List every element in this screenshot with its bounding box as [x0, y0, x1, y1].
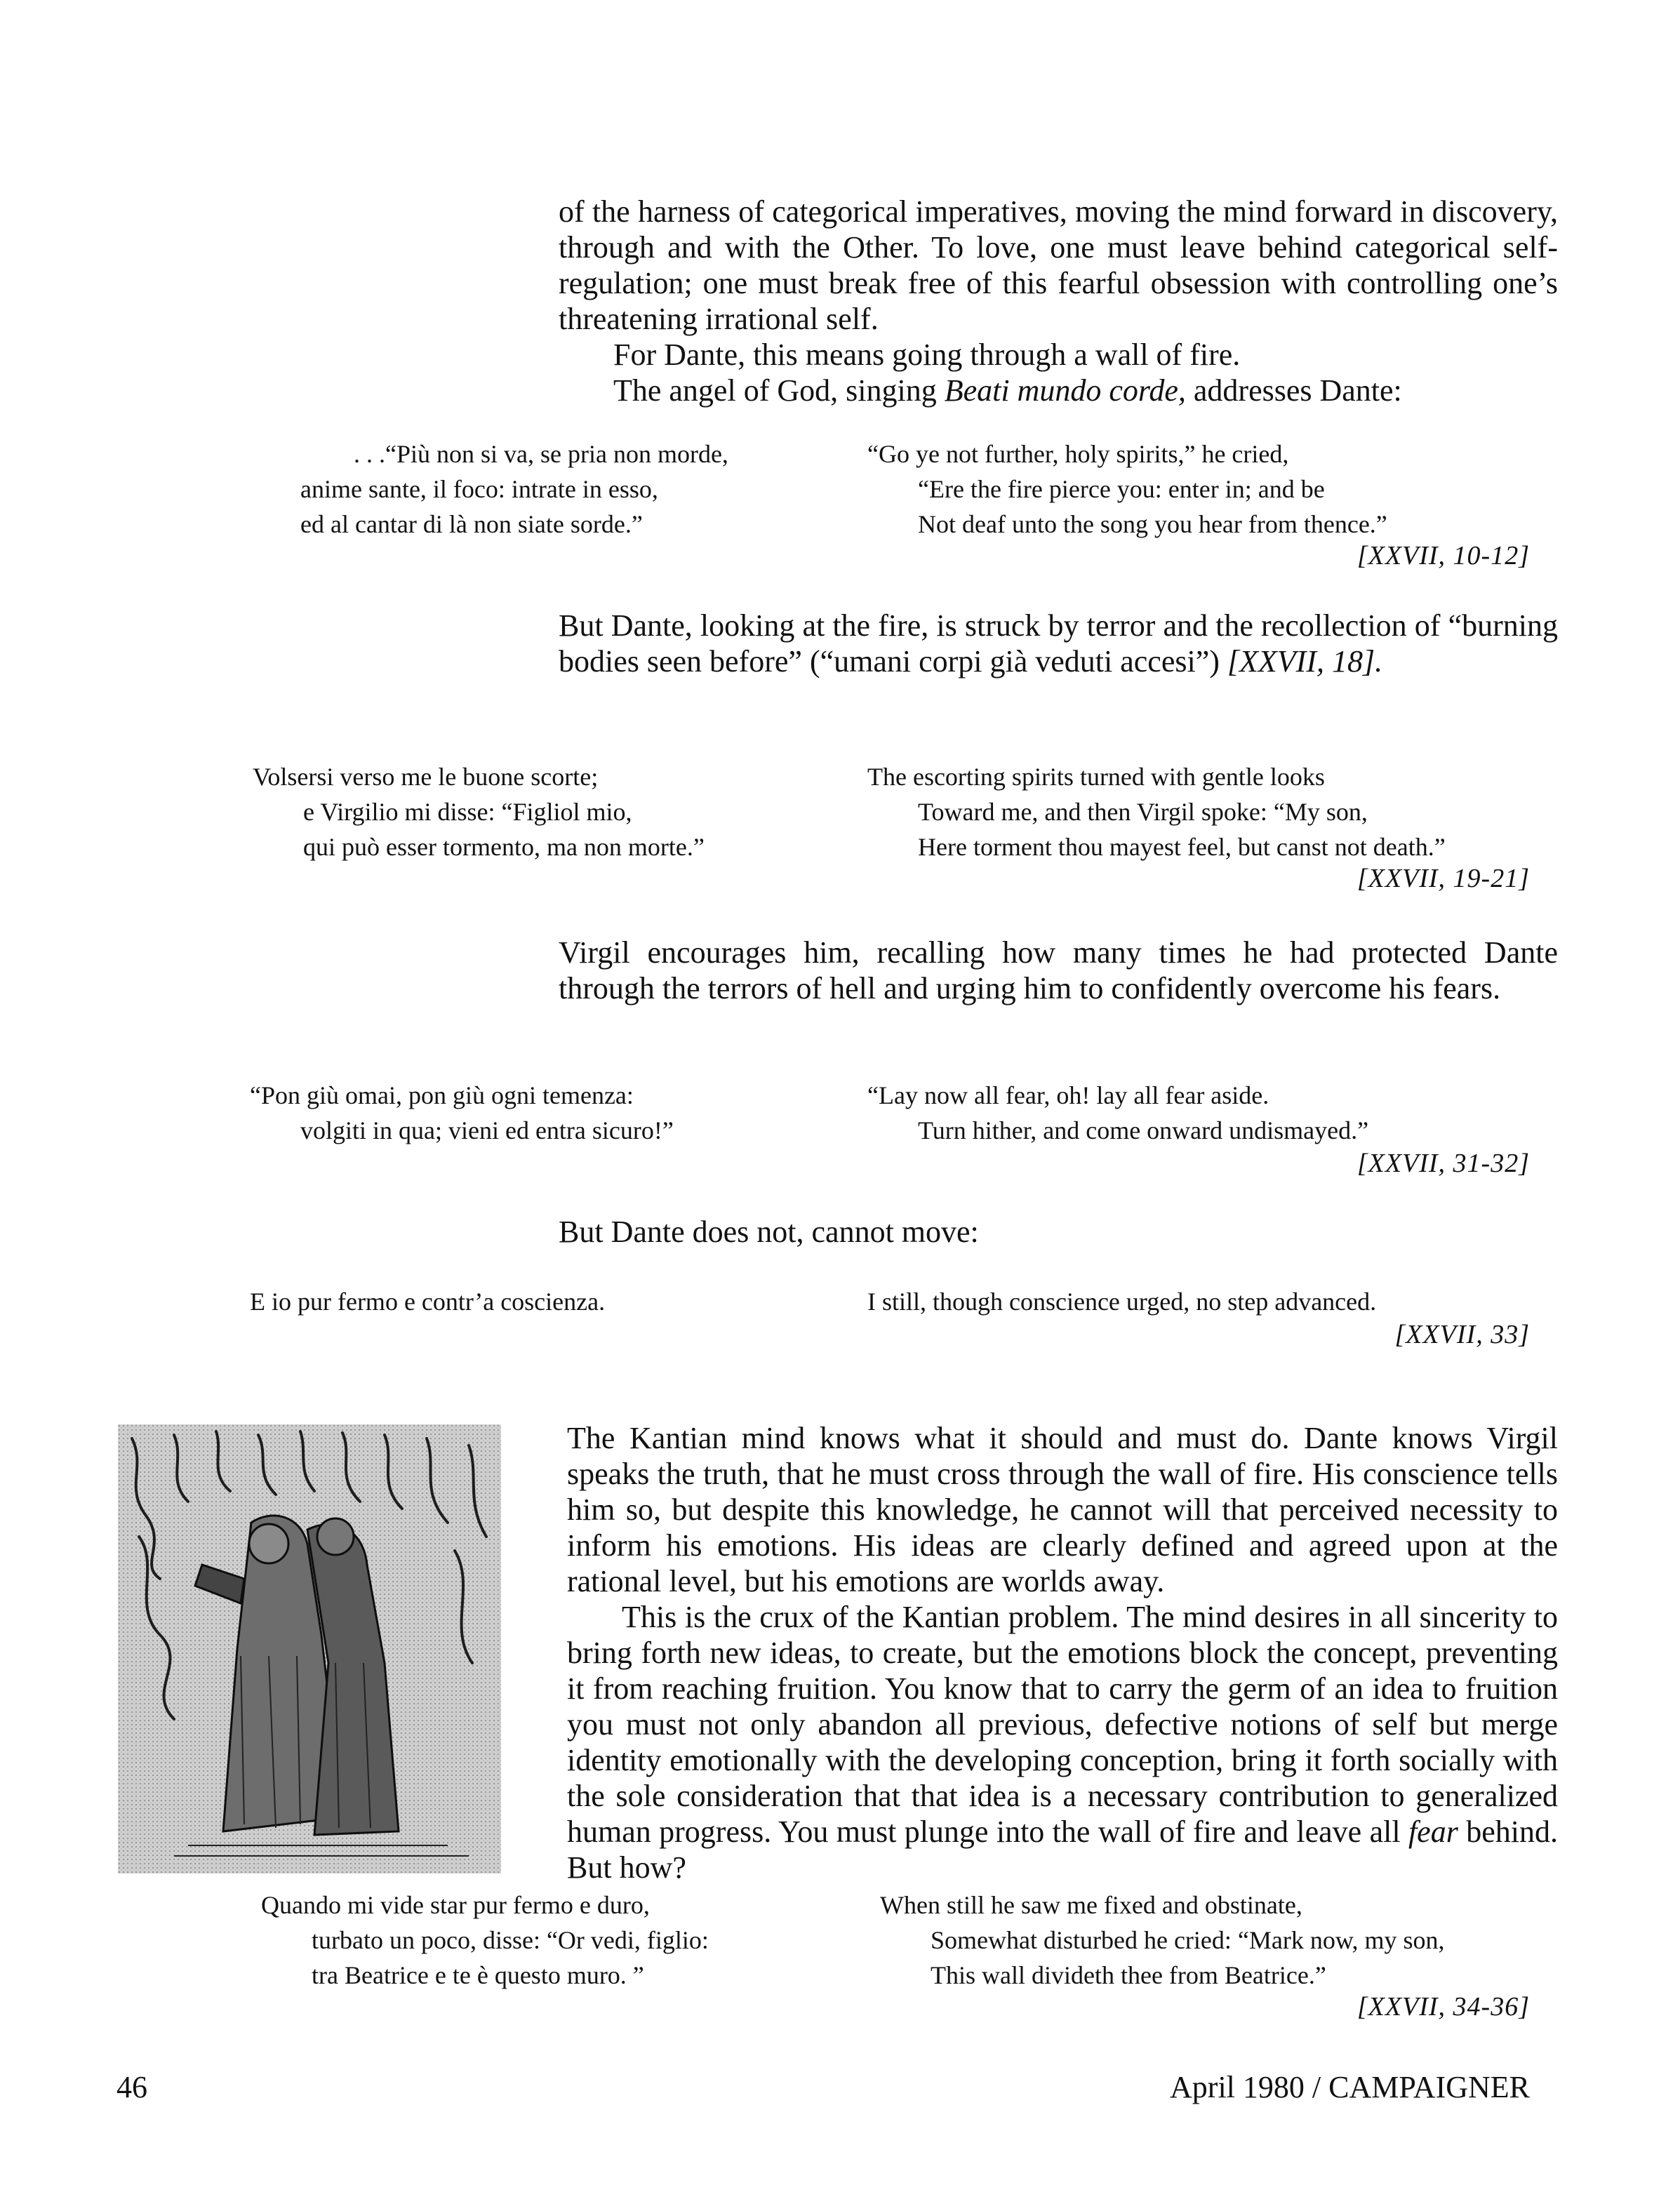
body-paragraph — [559, 935, 1558, 1006]
verse-english — [867, 759, 1446, 864]
verse-line: qui può esser tormento, ma non morte.” — [303, 833, 705, 861]
body-text: For Dante, this means going through a wall of fire. — [613, 338, 1241, 372]
verse-line: Volsersi verso me le buone scorte; — [253, 763, 599, 791]
canto-citation: [XXVII, 34-36] — [1356, 1992, 1530, 2022]
italic-run: fear — [1408, 1815, 1458, 1849]
verse-line: anime sante, il foco: intrate in esso, — [300, 475, 658, 503]
issue-label: April 1980 / CAMPAIGNER — [1170, 2070, 1530, 2104]
canto-citation: [XXVII, 19-21] — [1356, 864, 1530, 893]
verse-italian — [253, 759, 705, 864]
verse-line: Quando mi vide star pur fermo e duro, — [261, 1891, 650, 1919]
verse-english — [880, 1887, 1445, 1993]
verse-line: When still he saw me fixed and obstinate, — [880, 1891, 1302, 1919]
verse-italian — [250, 1284, 605, 1319]
verse-line: “Pon giù omai, pon giù ogni temenza: — [250, 1081, 634, 1109]
body-text: Virgil encourages him, recalling how many times he had protected Dante through the terrors of hell and urging him to confidently overcome his fears. — [559, 935, 1558, 1005]
canto-citation: [XXVII, 10-12] — [1356, 541, 1530, 570]
verse-line: Toward me, and then Virgil spoke: “My son, — [918, 798, 1368, 826]
text-run: behind. But how? — [567, 1815, 1558, 1885]
body-text: But Dante does not, cannot move: — [559, 1215, 979, 1249]
verse-italian — [261, 1887, 709, 1993]
dante-illustration — [118, 1424, 501, 1873]
verse-line: Here torment thou mayest feel, but canst not death.” — [918, 833, 1446, 861]
verse-line: “Lay now all fear, oh! lay all fear aside. — [867, 1081, 1269, 1109]
body-text: The Kantian mind knows what it should and must do. Dante knows Virgil speaks the truth, that he must cross through the wall of fire. His conscience tells him so, but despite this knowledge, he cannot will that perceived necessity to inform his emotions. His ideas are clearly defined and agreed upon at the rational level, but his emotions are worlds away. — [567, 1421, 1558, 1598]
text-run: This is the crux of the Kantian problem. The mind desires in all sincerity to bring forth new ideas, to create, but the emotions block the concept, preventing it from reaching fruition. You know that to carry the germ of an idea to fruition you must not only abandon all previous, defective notions of self but merge identity emotionally with the developing conception, bring it forth socially with the sole consideration that that idea is a necessary contribution to generalized human progress. You must plunge into the wall of fire and leave all — [567, 1600, 1558, 1849]
verse-line: “Go ye not further, holy spirits,” he cried, — [867, 440, 1289, 468]
text-run: addresses Dante: — [1185, 373, 1402, 408]
intro-paragraph — [559, 194, 1558, 408]
body-text — [559, 373, 1558, 408]
verse-english — [867, 1078, 1368, 1148]
verse-line: volgiti in qua; vieni ed entra sicuro!” — [300, 1116, 674, 1144]
verse-line: Somewhat disturbed he cried: “Mark now, my son, — [931, 1926, 1445, 1954]
italic-run: Beati mundo corde, — [944, 373, 1186, 408]
verse-line: This wall divideth thee from Beatrice.” — [931, 1961, 1326, 1989]
text-run: The angel of God, singing — [613, 373, 945, 408]
page-number: 46 — [116, 2070, 147, 2104]
verse-italian — [250, 1078, 674, 1148]
verse-english — [867, 1284, 1376, 1319]
verse-line: “Ere the fire pierce you: enter in; and be — [918, 475, 1325, 503]
verse-line: Not deaf unto the song you hear from thence.” — [918, 510, 1387, 538]
verse-line: turbato un poco, disse: “Or vedi, figlio: — [312, 1926, 709, 1954]
body-text — [559, 608, 1558, 679]
body-paragraph — [559, 1214, 1558, 1250]
verse-italian — [300, 436, 728, 542]
verse-english — [867, 436, 1387, 542]
canto-citation: [XXVII, 33] — [1394, 1320, 1530, 1349]
verse-line: . . .“Più non si va, se pria non morde, — [354, 440, 728, 468]
inline-citation: [XXVII, 18]. — [1227, 644, 1383, 679]
body-paragraph — [567, 1420, 1558, 1885]
canto-citation: [XXVII, 31-32] — [1356, 1149, 1530, 1178]
text-run: But Dante, looking at the fire, is struck by terror and the recollection of “burning bodies seen before” (“umani corpi già veduti accesi”) — [559, 608, 1558, 679]
verse-line: e Virgilio mi disse: “Figliol mio, — [303, 798, 632, 826]
body-text: of the harness of categorical imperatives, moving the mind forward in discovery, through and with the Other. To love, one must leave behind categorical self-regulation; one must break free of this fearful obsession with controlling one’s threatening irrational self. — [559, 194, 1558, 336]
verse-line: ed al cantar di là non siate sorde.” — [300, 510, 643, 538]
verse-line: tra Beatrice e te è questo muro. ” — [312, 1961, 644, 1989]
illustration-image — [118, 1424, 501, 1873]
body-text — [567, 1599, 1558, 1885]
body-paragraph — [559, 608, 1558, 679]
verse-line: Turn hither, and come onward undismayed.” — [918, 1116, 1369, 1144]
verse-line: E io pur fermo e contr’a coscienza. — [250, 1288, 606, 1316]
verse-line: The escorting spirits turned with gentle looks — [867, 763, 1325, 791]
verse-line: I still, though conscience urged, no step advanced. — [867, 1288, 1377, 1316]
